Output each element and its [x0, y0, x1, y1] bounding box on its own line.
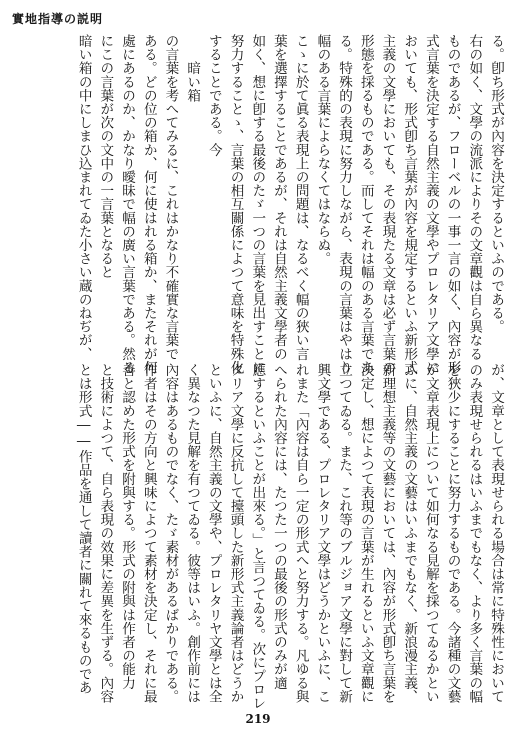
text-line: れまた「內容は自ら一定の形式へと努力する。凡ゆる與	[292, 363, 309, 703]
text-line: と技術によつて、自ら表現の效果に差異を生ずる。內容	[97, 363, 114, 703]
text-line: く異なつた見解を有つてゐる。彼等はいふ。創作前には	[184, 363, 201, 703]
text-line: を狹少にすることに努力するものである。今諸種の文藝	[444, 363, 461, 703]
page-number: 219	[245, 712, 271, 726]
text-line: 主義の文學においても、その表現たる文章は必ず言葉の	[379, 34, 396, 374]
text-line: の言葉を考へてみるに、これはかなり不確實な言葉で	[162, 34, 179, 361]
text-block-lower	[10, 363, 506, 710]
text-line: 內容はあるものでなく、たゞ素材があるばかりである。	[162, 363, 179, 703]
text-line: が、文章として表現せられる場合は常に特殊性において	[488, 363, 504, 703]
text-line: ふに、自然主義の文藝はいふまでもなく、新浪漫主義、	[401, 363, 418, 703]
text-line: 暗い箱	[184, 34, 201, 102]
text-line: 應するといふことが出來る。」と言つてゐる。次にプロレ	[249, 363, 266, 710]
text-line: 善と認めた形式を附與する。形式の附與は作者の能力	[119, 363, 136, 690]
text-line: おいても、形式卽ち言葉が內容を規定するといふ新形式	[401, 34, 418, 374]
text-line: 立つてゐる。また、これ等のブルジョア文學に對して新	[336, 363, 353, 703]
text-line: 右の如く、文學の流派によりその文章觀は自ら異なる	[466, 34, 483, 361]
text-line: が文章表現上について如何なる見解を採つてゐるかとい	[422, 363, 439, 703]
text-line: とは形式――作品を通して讀者に關れて來るものであ	[75, 363, 92, 695]
running-header: 實地指導の説明	[12, 12, 104, 26]
text-line: のみ表現せられるはいふまでもなく、より多く言葉の幅	[466, 363, 483, 703]
text-line: へられた內容には、たつた一つの最後の形式のみが適	[270, 363, 287, 690]
text-line: 新理想主義等の文藝においては、內容が形式卽ち言葉を	[379, 363, 396, 703]
text-line: タリア文學に反抗して擡頭した新形式主義論者はどうか	[227, 363, 244, 703]
text-line: 處にあるのか、かなり曖昧で幅の廣い言葉である。然る	[119, 34, 136, 374]
text-line: 作者はその方向と興味によつて素材を決定し、それに最	[140, 363, 157, 703]
text-line: 幅のある言葉によらなくてはならぬ。	[314, 34, 331, 266]
text-line: こゝに於て眞る表現上の問題は、なるべく幅の狹い言	[292, 34, 309, 361]
text-line: 形態を採るものである。而してそれは幅のある言葉であ	[357, 34, 374, 374]
text-line: 如く、想に卽する最後のたゞ一つの言葉を見出すことに	[249, 34, 266, 374]
text-line: ある。どの位の箱か、何に使はれる箱か、またそれが何	[140, 34, 157, 374]
text-line: る。特殊的の表現に努力しながら、表現の言葉はやはり	[336, 34, 353, 374]
text-line: にこの言葉が次の文中の一言葉となると	[97, 34, 114, 279]
text-line: る。卽ち形式が內容を決定するといふのである。	[488, 34, 504, 334]
text-block-upper	[10, 34, 506, 374]
text-line: 暗い箱の中にしまひ込まれてゐた小さい蔵のねぢが、	[75, 34, 92, 361]
text-line: 葉を選擇することであるが、それは自然主義文學者の	[270, 34, 287, 361]
text-line: することである。今	[205, 34, 222, 157]
text-line: といふに、自然主義の文學や、プロレタリヤ文學とは全	[205, 363, 222, 703]
text-line: ものであるが、フローベルの一事一言の如く、內容が形	[444, 34, 461, 374]
text-line: 式言葉を決定する自然主義の文學やプロレタリア文學に	[422, 34, 439, 374]
text-line: 決定し、想によつて表現の言葉が生れるといふ文章觀に	[357, 363, 374, 703]
text-line: 興文學である、プロレタリア文學はどうかといふに、こ	[314, 363, 331, 703]
text-line: 努力することゝ、言葉の相互關係によつて意味を特殊化	[227, 34, 244, 374]
